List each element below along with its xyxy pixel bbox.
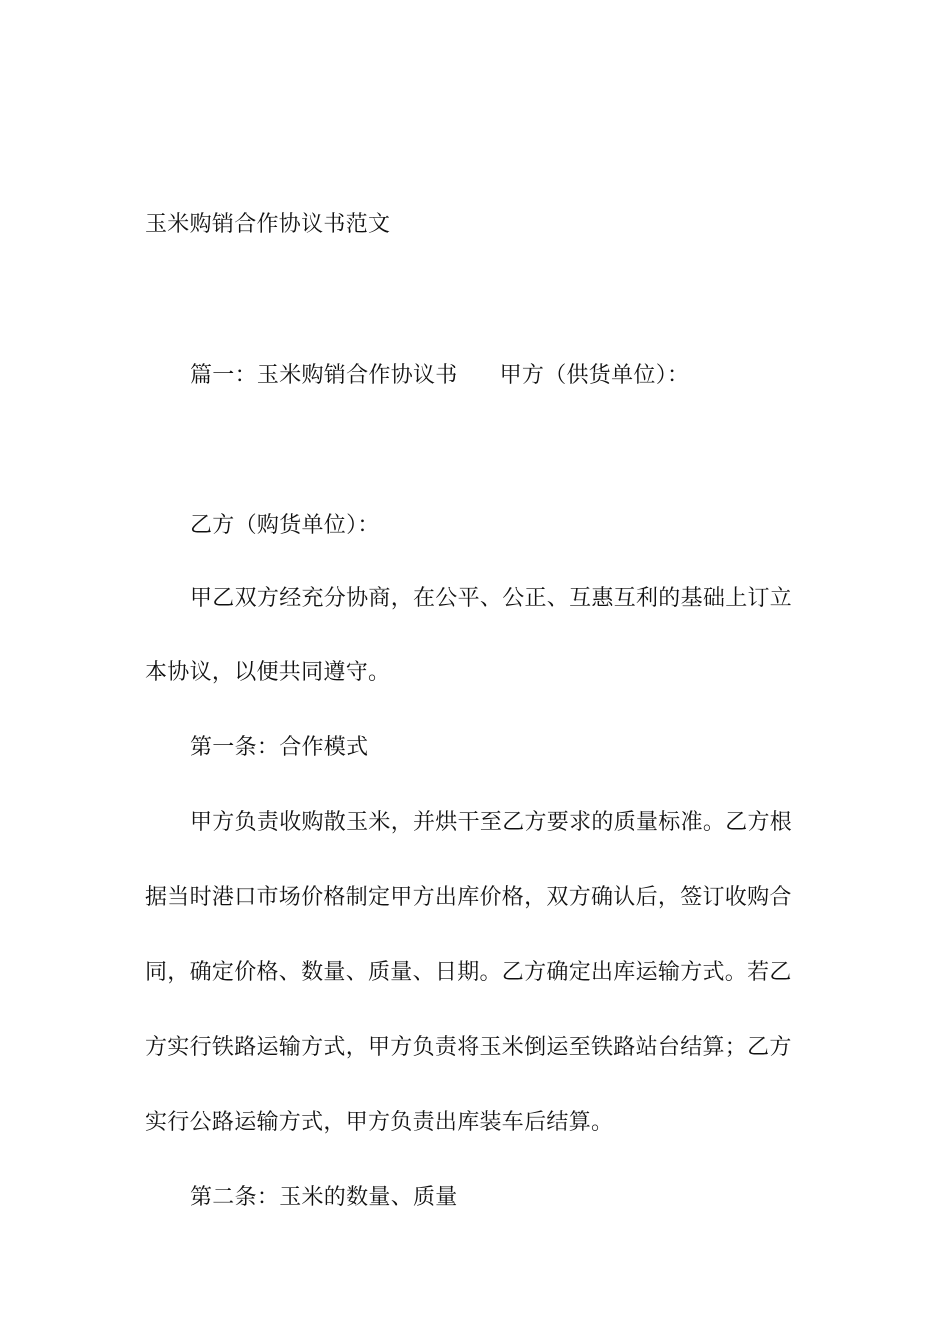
section-heading: 篇一：玉米购销合作协议书 bbox=[190, 363, 458, 388]
intro-paragraph-line-2: 本协议，以便共同遵守。 bbox=[145, 660, 391, 685]
section-heading-line bbox=[190, 361, 689, 391]
party-b-label: 乙方（购货单位）： bbox=[190, 513, 380, 538]
article-1-line-3: 同，确定价格、数量、质量、日期。乙方确定出库运输方式。若乙 bbox=[145, 960, 792, 985]
article-1-title: 第一条：合作模式 bbox=[190, 735, 369, 760]
article-2-title: 第二条：玉米的数量、质量 bbox=[190, 1185, 458, 1210]
intro-paragraph-line-1: 甲乙双方经充分协商，在公平、公正、互惠互利的基础上订立 bbox=[190, 586, 793, 611]
article-1-line-2: 据当时港口市场价格制定甲方出库价格，双方确认后，签订收购合 bbox=[145, 885, 792, 910]
article-1-line-1: 甲方负责收购散玉米，并烘干至乙方要求的质量标准。乙方根 bbox=[190, 810, 793, 835]
party-a-label: 甲方（供货单位）： bbox=[499, 363, 690, 388]
document-title: 玉米购销合作协议书范文 bbox=[145, 212, 391, 237]
article-1-line-4: 方实行铁路运输方式，甲方负责将玉米倒运至铁路站台结算；乙方 bbox=[145, 1035, 792, 1060]
article-1-line-5: 实行公路运输方式，甲方负责出库装车后结算。 bbox=[145, 1110, 614, 1135]
